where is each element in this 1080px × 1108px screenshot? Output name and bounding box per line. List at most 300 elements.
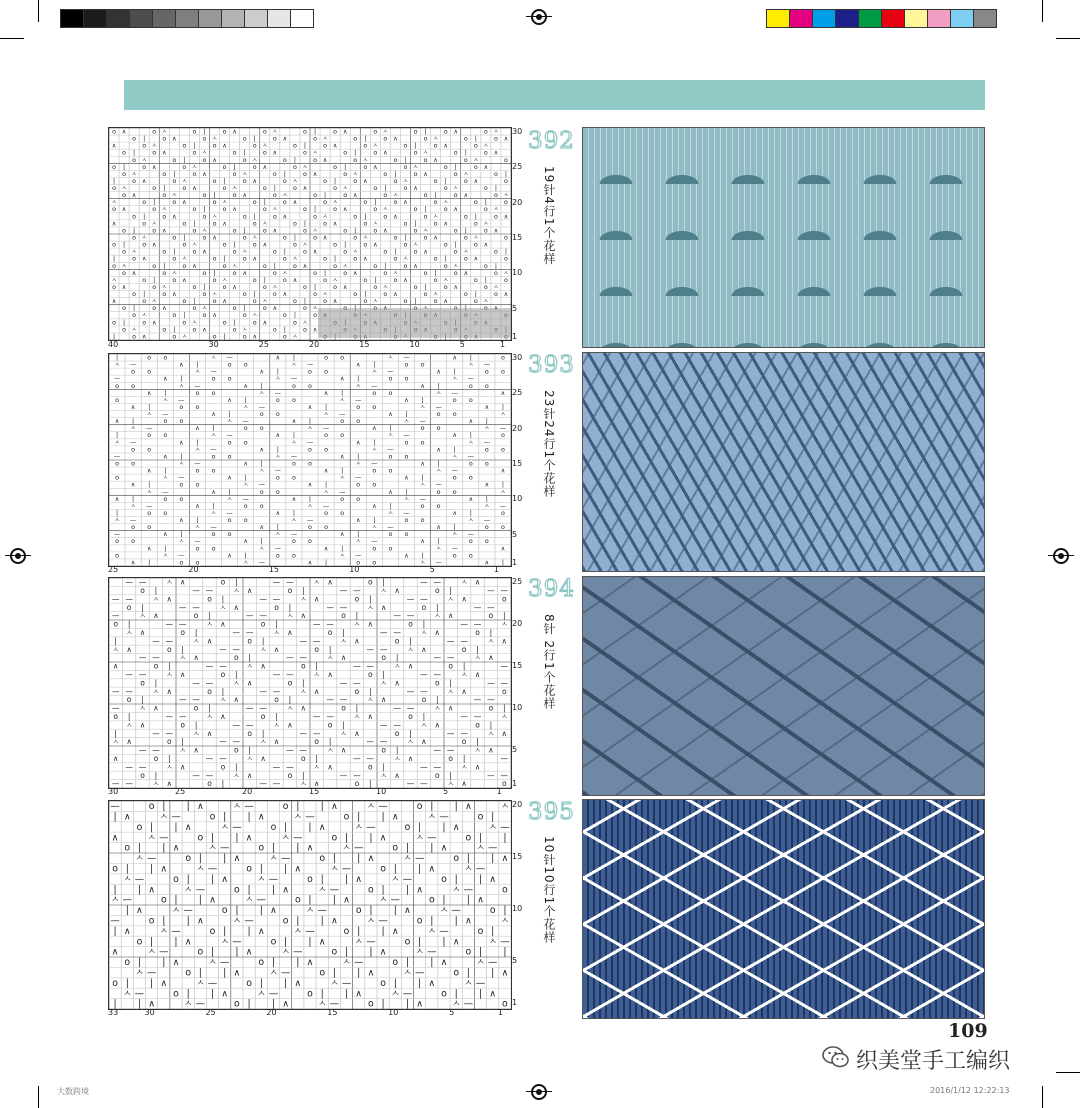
stitch-symbol: ㅅ (151, 298, 158, 306)
stitch-symbol: o (308, 460, 312, 468)
color-swatch (904, 9, 928, 28)
stitch-symbol: ㅅ (251, 234, 258, 242)
color-swatch (881, 9, 905, 28)
stitch-symbol: ∧ (474, 669, 481, 679)
stitch-symbol: | (489, 720, 493, 730)
stitch-symbol: ∧ (503, 291, 509, 299)
stitch-symbol: — (446, 636, 455, 646)
stitch-symbol: o (434, 770, 440, 780)
stitch-symbol: | (354, 149, 357, 157)
stitch-symbol: ∧ (196, 801, 204, 813)
stitch-symbol: o (142, 241, 147, 249)
stitch-symbol: o (477, 925, 484, 937)
stitch-symbol: | (143, 213, 146, 221)
stitch-symbol: ∧ (151, 319, 157, 327)
stitch-symbol: o (403, 185, 408, 193)
stitch-symbol: o (483, 206, 488, 214)
stitch-symbol: ㅅ (258, 545, 265, 553)
stitch-symbol: ∧ (477, 894, 484, 906)
stitch-symbol: o (182, 142, 187, 150)
stitch-symbol: o (262, 227, 267, 235)
stitch-symbol: | (296, 842, 300, 854)
stitch-symbol: — (171, 811, 181, 823)
stitch-symbol: ∧ (202, 326, 207, 334)
stitch-symbol: — (326, 695, 334, 705)
stitch-symbol: — (312, 711, 321, 721)
stitch-symbol: o (260, 619, 266, 629)
stitch-symbol: | (320, 873, 324, 885)
stitch-symbol: o (162, 248, 167, 256)
stitch-symbol: o (443, 241, 448, 249)
stitch-symbol: ∧ (380, 602, 387, 612)
stitch-symbol: o (303, 170, 307, 178)
stitch-symbol: ∧ (371, 425, 377, 433)
stitch-symbol: | (308, 821, 312, 833)
stitch-symbol: o (443, 206, 448, 214)
stitch-symbol: ㅅ (339, 396, 346, 404)
stitch-symbol: | (153, 199, 156, 207)
stitch-symbol: ㅅ (323, 411, 330, 419)
stitch-symbol: o (282, 199, 287, 207)
stitch-symbol: ㅅ (460, 669, 468, 679)
stitch-symbol: ㅅ (195, 863, 205, 875)
stitch-symbol: o (142, 298, 147, 306)
stitch-symbol: ㅅ (221, 276, 228, 284)
stitch-symbol: o (292, 319, 297, 327)
stitch-symbol: — (339, 695, 348, 705)
stitch-symbol: o (353, 177, 358, 185)
stitch-symbol: | (494, 185, 498, 193)
stitch-symbol: o (152, 149, 157, 157)
stitch-symbol: o (270, 936, 277, 948)
stitch-symbol: | (484, 199, 487, 207)
stitch-symbol: — (219, 661, 227, 671)
stitch-symbol: | (344, 241, 347, 249)
stitch-symbol: ㅅ (382, 128, 389, 136)
column-number: 30 (144, 1008, 155, 1017)
stitch-symbol: o (381, 745, 387, 755)
row-number: 25 (512, 162, 523, 172)
stitch-symbol: ∧ (354, 636, 360, 646)
stitch-symbol: o (504, 255, 508, 263)
stitch-symbol: o (313, 135, 317, 143)
stitch-symbol: | (491, 811, 495, 823)
stitch-symbol: ∧ (227, 474, 232, 482)
stitch-symbol: | (259, 977, 263, 989)
stitch-symbol: ㅅ (442, 276, 449, 284)
stitch-symbol: o (463, 291, 468, 299)
stitch-symbol: | (364, 135, 367, 143)
stitch-symbol: ㅅ (191, 163, 198, 171)
stitch-symbol: o (443, 185, 448, 193)
stitch-symbol: — (220, 842, 230, 854)
row-number: 20 (512, 619, 523, 628)
stitch-symbol: | (213, 269, 216, 277)
stitch-symbol: ∧ (306, 957, 314, 969)
stitch-symbol: — (111, 779, 120, 788)
stitch-symbol: o (122, 227, 127, 235)
stitch-symbol: — (205, 753, 214, 763)
stitch-symbol: o (173, 988, 179, 1000)
stitch-symbol: o (211, 467, 216, 475)
stitch-symbol: ㅅ (451, 998, 461, 1009)
stitch-symbol: o (303, 283, 307, 291)
stitch-symbol: o (493, 248, 498, 256)
stitch-symbol: o (463, 255, 468, 263)
stitch-symbol: o (246, 977, 252, 989)
stitch-symbol: o (287, 770, 293, 780)
stitch-symbol: — (419, 418, 426, 426)
stitch-symbol: o (394, 636, 400, 646)
stitch-symbol: o (112, 206, 116, 214)
stitch-symbol: — (353, 770, 361, 780)
stitch-symbol: | (248, 745, 251, 755)
stitch-symbol: ㅅ (387, 509, 394, 517)
stitch-symbol: ㅅ (352, 170, 359, 178)
color-swatch (789, 9, 813, 28)
stitch-symbol: o (140, 678, 145, 688)
stitch-symbol: o (122, 269, 127, 277)
stitch-symbol: o (112, 128, 116, 136)
stitch-symbol: o (132, 312, 137, 320)
stitch-symbol: | (469, 432, 472, 440)
stitch-symbol: | (154, 770, 158, 780)
stitch-symbol: o (185, 967, 192, 979)
stitch-symbol: o (131, 368, 136, 376)
stitch-symbol: o (113, 711, 119, 721)
stitch-symbol: o (232, 269, 237, 277)
stitch-symbol: ㅅ (482, 298, 489, 306)
row-number: 10 (512, 904, 523, 913)
row-number: 5 (512, 745, 518, 754)
stitch-symbol: | (127, 711, 131, 721)
stitch-symbol: o (363, 199, 368, 207)
chart-column-numbers (108, 1008, 510, 1018)
stitch-symbol: ∧ (114, 418, 120, 426)
stitch-symbol: ∧ (131, 192, 137, 200)
stitch-symbol: o (122, 248, 127, 256)
stitch-symbol: | (323, 269, 327, 277)
stitch-symbol: | (183, 312, 186, 320)
stitch-symbol: ㅅ (271, 206, 278, 214)
stitch-symbol: ㅅ (433, 703, 441, 713)
stitch-symbol: ∧ (332, 298, 338, 306)
stitch-symbol: o (291, 382, 296, 390)
stitch-symbol: o (502, 884, 508, 896)
stitch-symbol: ∧ (332, 142, 338, 150)
stitch-symbol: | (474, 213, 477, 221)
column-number: 30 (208, 340, 219, 349)
stitch-symbol: o (303, 326, 307, 334)
registration-mark-icon (10, 548, 26, 564)
stitch-symbol: | (357, 375, 360, 383)
stitch-symbol: ∧ (160, 863, 168, 875)
stitch-symbol: | (381, 998, 385, 1009)
stitch-symbol: | (454, 915, 458, 927)
stitch-symbol: ㅅ (268, 853, 278, 865)
stitch-symbol: — (387, 368, 394, 376)
stitch-symbol: o (148, 801, 155, 813)
stitch-symbol: o (420, 425, 425, 433)
stitch-symbol: — (286, 762, 294, 772)
stitch-symbol: ∧ (318, 936, 326, 948)
stitch-symbol: o (182, 298, 187, 306)
stitch-symbol: ∧ (404, 552, 409, 560)
stitch-symbol: ∧ (260, 661, 266, 671)
stitch-symbol: ㅅ (393, 753, 401, 763)
stitch-symbol: o (131, 446, 136, 454)
stitch-symbol: o (453, 269, 458, 277)
stitch-symbol: | (434, 269, 437, 277)
stitch-symbol: | (137, 957, 142, 969)
stitch-symbol: | (143, 291, 146, 299)
stitch-symbol: ∧ (407, 753, 414, 763)
stitch-symbol: ㅅ (390, 873, 400, 885)
stitch-symbol: — (293, 946, 303, 958)
stitch-symbol: | (424, 128, 427, 136)
stitch-symbol: — (488, 957, 498, 969)
stitch-symbol: o (172, 199, 177, 207)
stitch-symbol: o (308, 382, 312, 390)
stitch-symbol: o (172, 276, 177, 284)
stitch-symbol: ∧ (123, 925, 131, 937)
stitch-symbol: o (242, 234, 247, 242)
stitch-symbol: o (483, 227, 488, 235)
stitch-symbol: ∧ (153, 611, 159, 621)
stitch-symbol: ∧ (282, 998, 290, 1009)
stitch-symbol: o (112, 241, 116, 249)
stitch-symbol: — (500, 770, 509, 780)
stitch-symbol: o (262, 185, 267, 193)
stitch-symbol: — (152, 653, 160, 663)
stitch-symbol: ∧ (211, 411, 216, 419)
stitch-symbol: o (193, 611, 199, 621)
stitch-symbol: ∧ (222, 220, 227, 228)
stitch-symbol: o (340, 418, 345, 426)
stitch-symbol: ㅅ (332, 276, 339, 284)
stitch-symbol: | (303, 142, 307, 150)
stitch-symbol: ㅅ (342, 957, 352, 969)
stitch-symbol: o (262, 262, 267, 270)
stitch-symbol: o (291, 474, 296, 482)
stitch-symbol: ㅅ (467, 361, 474, 369)
stitch-symbol: o (403, 241, 408, 249)
stitch-symbol: ㅅ (299, 779, 307, 788)
stitch-symbol: ∧ (436, 524, 441, 532)
stitch-symbol: | (320, 801, 324, 813)
stitch-symbol: ∧ (233, 602, 240, 612)
stitch-symbol: | (414, 298, 417, 306)
stitch-symbol: o (413, 170, 418, 178)
stitch-symbol: ∧ (171, 135, 177, 143)
stitch-symbol: | (384, 262, 387, 270)
stitch-symbol: ∧ (294, 977, 302, 989)
stitch-symbol: ㅅ (467, 439, 474, 447)
stitch-symbol: | (173, 326, 176, 334)
stitch-symbol: | (395, 745, 399, 755)
stitch-symbol: o (461, 644, 467, 654)
stitch-symbol: | (344, 832, 349, 844)
stitch-symbol: | (271, 884, 276, 896)
stitch-symbol: ∧ (141, 255, 147, 263)
stitch-symbol: o (162, 291, 167, 299)
stitch-symbol: — (473, 602, 482, 612)
knit-swatch-photo-392 (582, 127, 985, 348)
stitch-symbol: o (182, 185, 187, 193)
stitch-symbol: o (112, 283, 116, 291)
stitch-symbol: ∧ (275, 354, 281, 362)
stitch-symbol: — (226, 432, 233, 440)
stitch-symbol: ㅅ (419, 481, 426, 489)
stitch-symbol: ∧ (383, 149, 388, 157)
stitch-symbol: ㅅ (194, 446, 201, 454)
stitch-symbol: o (292, 298, 297, 306)
stitch-symbol: ㅅ (130, 425, 137, 433)
stitch-symbol: o (222, 206, 227, 214)
stitch-symbol: ㅅ (371, 368, 378, 376)
stitch-symbol: ㅅ (171, 192, 178, 200)
stitch-symbol: o (292, 220, 297, 228)
stitch-symbol: ㅅ (162, 474, 169, 482)
stitch-symbol: ㅅ (382, 283, 389, 291)
stitch-symbol: | (323, 192, 327, 200)
stitch-symbol: | (148, 481, 151, 489)
stitch-symbol: o (443, 283, 448, 291)
stitch-symbol: — (192, 678, 200, 688)
stitch-symbol: ∧ (354, 728, 360, 738)
stitch-symbol: ㅅ (393, 661, 401, 671)
stitch-symbol: o (501, 594, 507, 604)
stitch-symbol: o (303, 149, 307, 157)
stitch-symbol: ∧ (463, 269, 469, 277)
stitch-symbol: ∧ (416, 884, 424, 896)
stitch-symbol: o (388, 389, 393, 397)
stitch-symbol: o (423, 135, 428, 143)
stitch-symbol: ㅅ (366, 801, 376, 813)
stitch-symbol: ㅅ (290, 361, 297, 369)
stitch-symbol: ∧ (233, 853, 241, 865)
stitch-symbol: ∧ (355, 517, 361, 525)
stitch-symbol: | (112, 255, 116, 263)
stitch-symbol: o (501, 432, 505, 440)
stitch-symbol: — (232, 737, 241, 747)
stitch-symbol: o (212, 298, 217, 306)
stitch-symbol: — (146, 502, 153, 510)
stitch-symbol: ∧ (367, 711, 374, 721)
stitch-symbol: ㅅ (352, 248, 359, 256)
stitch-symbol: o (473, 163, 478, 171)
stitch-symbol: ∧ (340, 745, 347, 755)
stitch-symbol: ㅅ (221, 199, 228, 207)
stitch-symbol: ㅅ (286, 703, 294, 713)
stitch-symbol: ∧ (121, 128, 127, 136)
stitch-symbol: ∧ (391, 811, 399, 823)
stitch-symbol: ∧ (166, 594, 173, 604)
stitch-symbol: | (405, 842, 410, 854)
stitch-symbol: o (308, 368, 312, 376)
stitch-symbol: o (292, 142, 297, 150)
stitch-symbol: o (324, 524, 329, 532)
stitch-symbol: o (423, 192, 428, 200)
stitch-symbol: ∧ (146, 545, 152, 553)
stitch-symbol: | (464, 149, 467, 157)
stitch-symbol: o (353, 135, 358, 143)
stitch-symbol: ㅅ (194, 524, 201, 532)
stitch-symbol: o (192, 149, 197, 157)
stitch-symbol: ∧ (161, 149, 167, 157)
stitch-symbol: — (162, 411, 169, 419)
stitch-symbol: o (363, 298, 368, 306)
stitch-symbol: ㅅ (147, 946, 157, 958)
stitch-symbol: — (451, 467, 458, 475)
stitch-symbol: o (152, 206, 157, 214)
stitch-symbol: | (332, 894, 336, 906)
stitch-symbol: — (487, 770, 495, 780)
stitch-symbol: o (209, 925, 216, 937)
stitch-symbol: o (433, 177, 438, 185)
stitch-symbol: o (172, 234, 177, 242)
stitch-symbol: o (179, 559, 184, 566)
stitch-symbol: — (387, 524, 394, 532)
stitch-symbol: ㅅ (291, 333, 299, 340)
stitch-symbol: o (367, 762, 373, 772)
stitch-symbol: ㅅ (281, 269, 288, 277)
stitch-symbol: | (394, 170, 397, 178)
stitch-symbol: ㅅ (329, 977, 339, 989)
stitch-symbol: ㅅ (499, 411, 507, 419)
stitch-symbol: ∧ (146, 467, 152, 475)
stitch-symbol: o (258, 842, 265, 854)
stitch-symbol: o (341, 611, 346, 621)
stitch-symbol: ㅅ (201, 305, 208, 313)
stitch-symbol: o (232, 326, 237, 334)
stitch-symbol: ∧ (443, 142, 449, 150)
stitch-symbol: — (460, 728, 468, 738)
stitch-symbol: — (483, 517, 491, 525)
stitch-symbol: o (112, 163, 116, 171)
stitch-symbol: o (433, 255, 438, 263)
stitch-symbol: ㅅ (435, 545, 442, 553)
stitch-symbol: ∧ (330, 915, 338, 927)
stitch-symbol: o (327, 720, 333, 730)
stitch-symbol: — (446, 653, 455, 663)
stitch-symbol: | (296, 915, 300, 927)
stitch-symbol: o (152, 185, 157, 193)
pattern-description: 23针24行1个花样 (542, 390, 556, 499)
stitch-symbol: | (302, 678, 305, 688)
stitch-symbol: ∧ (447, 703, 454, 713)
stitch-symbol: — (322, 502, 330, 510)
stitch-symbol: o (291, 552, 296, 560)
column-number: 20 (309, 340, 320, 349)
stitch-symbol: ㅅ (311, 149, 319, 157)
stitch-symbol: — (305, 811, 315, 823)
gray-swatch (152, 9, 176, 28)
stitch-symbol: — (159, 832, 169, 844)
stitch-symbol: ∧ (262, 163, 268, 171)
stitch-symbol: o (275, 474, 280, 482)
stitch-symbol: ∧ (179, 439, 184, 447)
stitch-symbol: | (243, 305, 246, 313)
stitch-symbol: — (125, 686, 133, 696)
stitch-symbol: o (272, 248, 277, 256)
stitch-symbol: — (467, 453, 474, 461)
stitch-symbol: | (491, 925, 495, 937)
column-number: 10 (409, 340, 420, 349)
stitch-symbol: — (366, 821, 376, 833)
stitch-symbol: | (369, 832, 373, 844)
stitch-symbol: — (152, 745, 160, 755)
